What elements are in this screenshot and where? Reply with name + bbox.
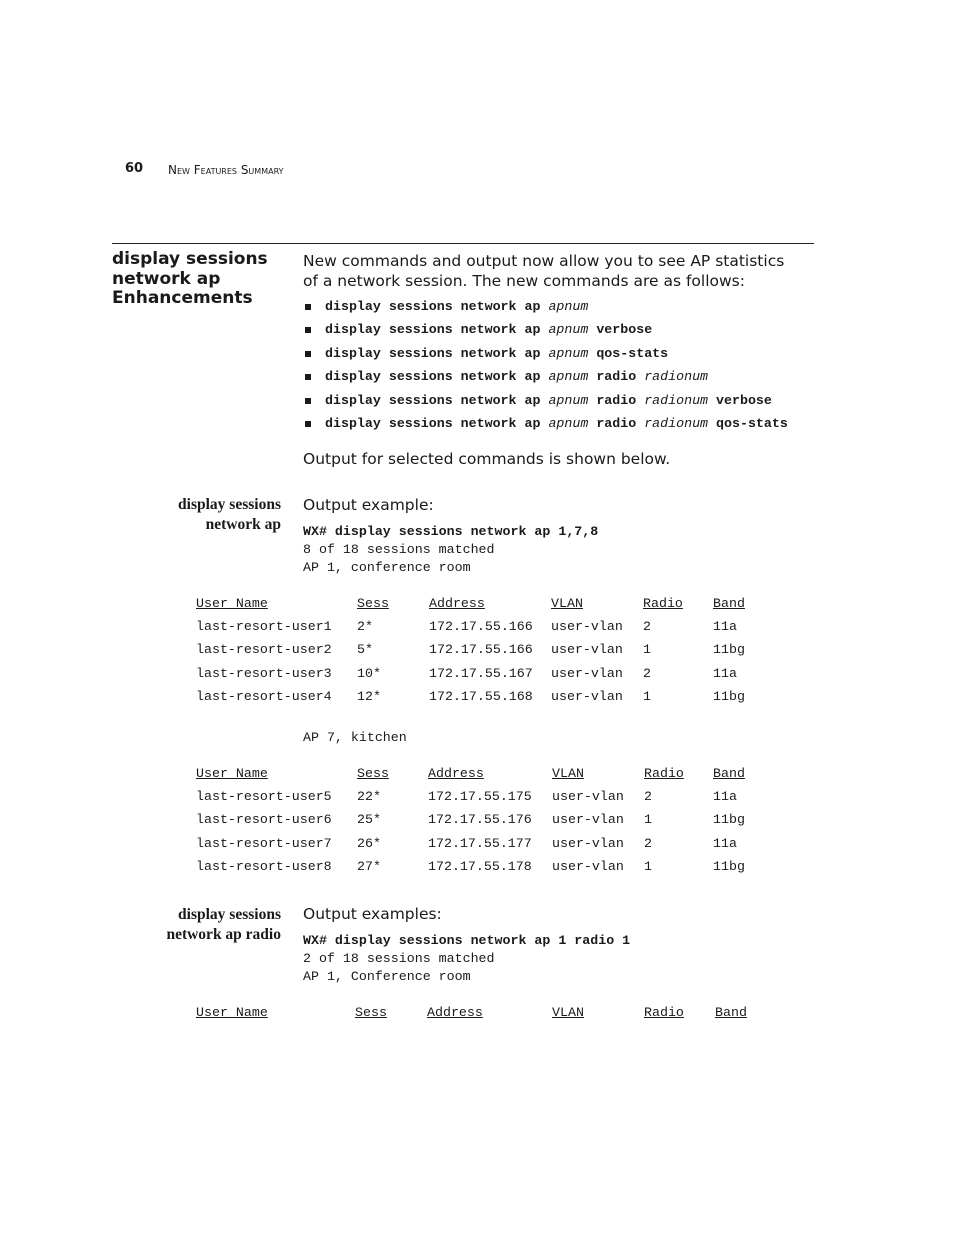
table-cell: user-vlan xyxy=(552,812,624,828)
table-cell: last-resort-user4 xyxy=(196,689,332,705)
ap-label: AP 1, Conference room xyxy=(303,969,471,984)
table-cell: last-resort-user2 xyxy=(196,642,332,658)
column-header: Radio xyxy=(644,766,684,781)
command-keyword: display sessions network ap xyxy=(325,345,549,361)
column-header: Address xyxy=(429,596,485,611)
table-cell: 22* xyxy=(357,789,381,804)
subsection-heading-network-ap-radio xyxy=(81,905,281,945)
table-cell: 11bg xyxy=(713,642,745,658)
command-item xyxy=(325,299,588,314)
table-cell: user-vlan xyxy=(551,689,623,705)
subsection-heading-line: network ap radio xyxy=(166,926,281,943)
table-cell: last-resort-user3 xyxy=(196,665,332,681)
table-cell: 172.17.55.167 xyxy=(429,665,533,681)
command-argument: apnum xyxy=(548,345,589,361)
column-header: Band xyxy=(715,1005,747,1020)
table-cell: 11a xyxy=(713,835,737,851)
ap-label: AP 7, kitchen xyxy=(303,730,407,745)
table-cell: 172.17.55.166 xyxy=(429,619,533,634)
column-header: User Name xyxy=(196,766,268,781)
command-keyword: radio xyxy=(588,392,645,408)
page-number: 60 xyxy=(125,161,144,176)
table-cell: 25* xyxy=(357,812,381,828)
column-header: User Name xyxy=(196,596,268,611)
cli-command: WX# display sessions network ap 1,7,8 xyxy=(303,524,599,539)
bullet-marker xyxy=(305,327,311,333)
command-keyword: display sessions network ap xyxy=(325,322,549,338)
column-header: Radio xyxy=(643,596,683,611)
column-header: VLAN xyxy=(551,596,583,611)
table-cell: 172.17.55.168 xyxy=(429,689,533,705)
table-cell: 2 xyxy=(643,665,651,681)
table-cell: 1 xyxy=(644,812,652,828)
table-cell: last-resort-user5 xyxy=(196,789,332,804)
table-cell: user-vlan xyxy=(552,835,624,851)
column-header: User Name xyxy=(196,1005,268,1020)
column-header: Sess xyxy=(357,596,389,611)
table-cell: 172.17.55.166 xyxy=(429,642,533,658)
output-example-label: Output example: xyxy=(303,496,434,514)
command-argument: apnum xyxy=(548,392,589,408)
outro-text: Output for selected commands is shown below. xyxy=(303,450,671,468)
command-item xyxy=(325,393,772,408)
command-item xyxy=(325,369,708,384)
column-header: Band xyxy=(713,766,745,781)
table-cell: 172.17.55.175 xyxy=(428,789,532,804)
section-intro: New commands and output now allow you to see AP statistics of a network session. The new commands are as follows: xyxy=(303,252,785,290)
command-keyword: verbose xyxy=(588,322,653,338)
section-title: display sessions network ap Enhancements xyxy=(112,249,268,308)
table-cell: 11a xyxy=(713,619,737,634)
command-item xyxy=(325,416,788,431)
table-cell: 5* xyxy=(357,642,373,658)
table-cell: user-vlan xyxy=(551,642,623,658)
table-cell: 12* xyxy=(357,689,381,705)
command-keyword: qos-stats xyxy=(588,345,669,361)
table-cell: 11bg xyxy=(713,812,745,828)
sessions-matched: 8 of 18 sessions matched xyxy=(303,542,495,557)
command-keyword: display sessions network ap xyxy=(325,392,549,408)
column-header: Sess xyxy=(355,1005,387,1020)
command-item xyxy=(325,322,652,337)
output-example-label: Output examples: xyxy=(303,905,442,923)
column-header: Address xyxy=(428,766,484,781)
subsection-heading-line: network ap xyxy=(205,516,281,533)
command-argument: radionum xyxy=(644,369,709,385)
sessions-matched: 2 of 18 sessions matched xyxy=(303,951,495,966)
bullet-marker xyxy=(305,374,311,380)
ap-label: AP 1, conference room xyxy=(303,560,471,575)
table-cell: 172.17.55.176 xyxy=(428,812,532,828)
command-argument: apnum xyxy=(548,299,589,314)
table-cell: 2 xyxy=(643,619,651,634)
table-cell: 2* xyxy=(357,619,373,634)
table-cell: user-vlan xyxy=(551,619,623,634)
section-rule xyxy=(112,243,814,244)
table-cell: 2 xyxy=(644,835,652,851)
command-item xyxy=(325,346,668,361)
table-cell: user-vlan xyxy=(552,789,624,804)
bullet-marker xyxy=(305,304,311,310)
bullet-marker xyxy=(305,398,311,404)
table-cell: 10* xyxy=(357,665,381,681)
table-cell: 11bg xyxy=(713,859,745,875)
command-argument: radionum xyxy=(644,392,709,408)
table-cell: last-resort-user1 xyxy=(196,619,332,634)
column-header: VLAN xyxy=(552,766,584,781)
table-cell: last-resort-user8 xyxy=(196,859,332,875)
table-cell: 11a xyxy=(713,789,737,804)
table-cell: 1 xyxy=(643,689,651,705)
subsection-heading-line: display sessions xyxy=(178,906,281,923)
column-header: Sess xyxy=(357,766,389,781)
command-argument: apnum xyxy=(548,369,589,385)
column-header: Band xyxy=(713,596,745,611)
command-keyword: radio xyxy=(588,369,645,385)
subsection-heading-line: display sessions xyxy=(178,496,281,513)
bullet-marker xyxy=(305,421,311,427)
command-keyword: radio xyxy=(588,416,645,431)
table-cell: 11bg xyxy=(713,689,745,705)
table-cell: 1 xyxy=(643,642,651,658)
table-cell: 172.17.55.178 xyxy=(428,859,532,875)
command-keyword: display sessions network ap xyxy=(325,369,549,385)
column-header: VLAN xyxy=(552,1005,584,1020)
command-keyword: qos-stats xyxy=(708,416,788,431)
bullet-marker xyxy=(305,351,311,357)
table-cell: 27* xyxy=(357,859,381,875)
command-keyword: display sessions network ap xyxy=(325,416,549,431)
table-cell: user-vlan xyxy=(552,859,624,875)
column-header: Radio xyxy=(644,1005,684,1020)
table-cell: last-resort-user7 xyxy=(196,835,332,851)
command-argument: apnum xyxy=(548,322,589,338)
table-cell: 172.17.55.177 xyxy=(428,835,532,851)
column-header: Address xyxy=(427,1005,483,1020)
command-keyword: display sessions network ap xyxy=(325,299,549,314)
command-argument: apnum xyxy=(548,416,589,431)
command-argument: radionum xyxy=(644,416,709,431)
running-head: New Features Summary xyxy=(168,163,284,177)
subsection-heading-network-ap xyxy=(81,495,281,535)
table-cell: 26* xyxy=(357,835,381,851)
command-keyword: verbose xyxy=(708,392,772,408)
table-cell: 2 xyxy=(644,789,652,804)
table-cell: user-vlan xyxy=(551,665,623,681)
cli-command: WX# display sessions network ap 1 radio 1 xyxy=(303,933,631,948)
table-cell: 1 xyxy=(644,859,652,875)
table-cell: 11a xyxy=(713,665,737,681)
table-cell: last-resort-user6 xyxy=(196,812,332,828)
